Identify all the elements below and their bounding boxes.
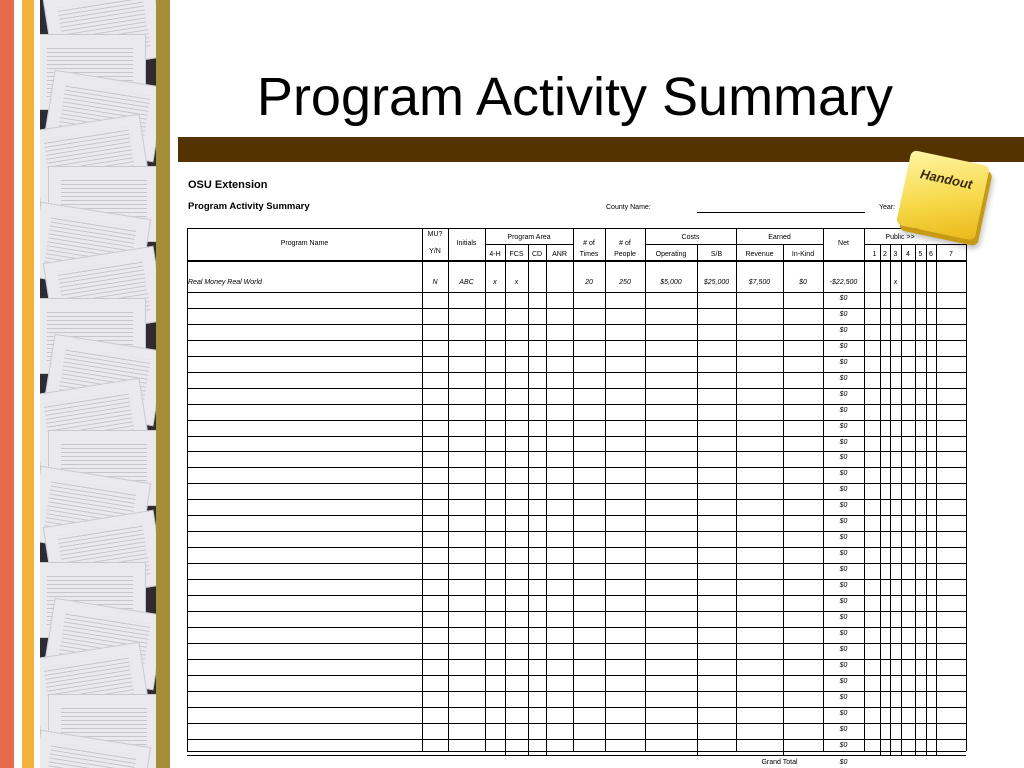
header-public-4: 4 [906, 251, 910, 258]
row-net-value: $0 [839, 502, 848, 510]
row-rule [187, 420, 966, 421]
example-revenue: $7,500 [748, 279, 771, 286]
row-rule [187, 356, 966, 357]
header-area-cd: CD [531, 251, 543, 258]
header-public-2: 2 [883, 251, 887, 258]
row-net-value: $0 [839, 358, 848, 366]
example-area-mark: x [514, 279, 519, 286]
header-people-line2: People [614, 251, 636, 258]
row-rule [187, 388, 966, 389]
row-rule [187, 691, 966, 692]
row-rule [187, 611, 966, 612]
header-rule [645, 244, 823, 245]
row-net-value: $0 [839, 374, 848, 382]
table-bottom-border [187, 751, 966, 752]
row-rule [187, 595, 966, 596]
table-left-border [187, 228, 188, 751]
column-divider [573, 228, 574, 751]
row-rule [187, 531, 966, 532]
header-yn: Y/N [429, 248, 441, 255]
header-initials: Initials [456, 240, 477, 247]
example-public-mark: x [893, 279, 898, 286]
example-mu: N [432, 279, 438, 286]
header-public-1: 1 [872, 251, 877, 258]
table-right-border [966, 228, 967, 751]
header-mu: MU? [427, 231, 443, 238]
decor-stripe-coral [0, 0, 14, 768]
row-rule [187, 755, 966, 756]
row-net-value: $0 [839, 454, 848, 462]
row-net-value: $0 [839, 422, 848, 430]
header-costs: Costs [681, 234, 700, 241]
row-rule [187, 579, 966, 580]
title-bar [178, 137, 1024, 162]
row-net-value: $0 [839, 582, 848, 590]
header-area-4-h: 4-H [489, 251, 501, 258]
column-divider [605, 228, 606, 751]
header-public: Public >> [885, 234, 915, 241]
row-net-value: $0 [839, 566, 848, 574]
handout-sticky-note [896, 150, 990, 241]
row-rule [187, 404, 966, 405]
row-rule [187, 340, 966, 341]
row-rule [187, 308, 966, 309]
row-rule [187, 324, 966, 325]
row-net-value: $0 [839, 725, 848, 733]
row-net-value: $0 [839, 518, 848, 526]
header-bottom-rule [187, 260, 966, 262]
decor-stripe-white-3 [170, 0, 178, 768]
row-net-value: $0 [839, 677, 848, 685]
column-divider [864, 228, 865, 751]
row-rule [187, 467, 966, 468]
decor-stripe-gold [22, 0, 34, 768]
row-net-value: $0 [839, 534, 848, 542]
form-title: Program Activity Summary [188, 201, 310, 212]
row-rule [187, 739, 966, 740]
row-rule [187, 451, 966, 452]
column-divider [736, 228, 737, 751]
row-net-value: $0 [839, 326, 848, 334]
decor-stripe-olive [156, 0, 170, 768]
row-rule [187, 436, 966, 437]
row-rule [187, 372, 966, 373]
row-rule [187, 723, 966, 724]
handout-badge [894, 150, 998, 250]
row-net-value: $0 [839, 294, 848, 302]
row-net-value: $0 [839, 709, 848, 717]
row-net-value: $0 [839, 598, 848, 605]
header-earned: Earned [768, 234, 791, 241]
example-people: 250 [619, 279, 631, 286]
row-net-value: $0 [839, 613, 848, 621]
row-net-value: $0 [839, 390, 848, 398]
handout-label: Handout [919, 166, 974, 192]
row-rule [187, 515, 966, 516]
column-divider [485, 228, 486, 751]
header-net: Net [838, 240, 849, 247]
row-net-value: $0 [839, 406, 848, 414]
header-people-line1: # of [619, 240, 631, 247]
header-public-7: 7 [949, 251, 953, 258]
row-rule [187, 547, 966, 548]
header-revenue: Revenue [745, 251, 774, 258]
row-net-value: $0 [839, 550, 848, 558]
row-rule [187, 643, 966, 644]
form-org-name: OSU Extension [188, 179, 268, 191]
county-name-field[interactable] [697, 212, 865, 213]
header-public-3: 3 [893, 251, 898, 258]
example-initials: ABC [459, 279, 474, 286]
example-area-mark: x [493, 279, 497, 286]
row-rule [187, 707, 966, 708]
header-operating: Operating [655, 251, 687, 258]
county-name-label: County Name: [606, 204, 651, 211]
year-label: Year: [879, 204, 896, 211]
decor-paper-photo-strip [40, 0, 156, 768]
example-net: -$22,500 [829, 279, 858, 286]
example-inkind: $0 [799, 279, 807, 286]
row-rule [187, 292, 966, 293]
row-net-value: $0 [839, 342, 848, 350]
row-rule [187, 675, 966, 676]
example-operating: $5,000 [660, 279, 682, 286]
row-net-value: $0 [839, 741, 848, 749]
header-times-line1: # of [583, 240, 595, 247]
row-rule [187, 659, 966, 660]
row-net-value: $0 [839, 661, 848, 669]
slide-title: Program Activity Summary [256, 67, 894, 127]
table-top-border [187, 228, 966, 229]
row-net-value: $0 [839, 693, 848, 701]
column-divider [422, 228, 423, 751]
row-rule [187, 499, 966, 500]
row-net-value: $0 [839, 470, 848, 478]
row-net-value: $0 [839, 438, 848, 446]
column-divider [645, 228, 646, 751]
row-rule [187, 627, 966, 628]
activity-table [187, 228, 965, 766]
example-sb: $25,000 [703, 279, 730, 286]
grand-total-value: $0 [839, 758, 848, 766]
header-times-line2: Times [579, 251, 599, 258]
header-area-anr: ANR [552, 251, 567, 258]
row-net-value: $0 [839, 645, 848, 653]
header-inkind: In-Kind [791, 251, 815, 258]
header-program-area: Program Area [507, 234, 551, 241]
example-times: 20 [585, 279, 593, 286]
header-public-5: 5 [918, 251, 923, 258]
header-program-name: Program Name [280, 240, 329, 247]
header-area-fcs: FCS [509, 251, 524, 258]
row-net-value: $0 [839, 629, 848, 637]
grand-total-label: Grand Total [761, 758, 798, 766]
example-program-name: Real Money Real World [188, 279, 262, 286]
row-rule [187, 563, 966, 564]
row-net-value: $0 [839, 310, 848, 318]
row-net-value: $0 [839, 486, 848, 494]
decor-stripe-white [14, 0, 22, 768]
header-sb: S/B [710, 251, 723, 258]
row-rule [187, 483, 966, 484]
header-rule [485, 244, 573, 245]
header-public-6: 6 [929, 251, 933, 258]
column-divider [448, 228, 449, 751]
